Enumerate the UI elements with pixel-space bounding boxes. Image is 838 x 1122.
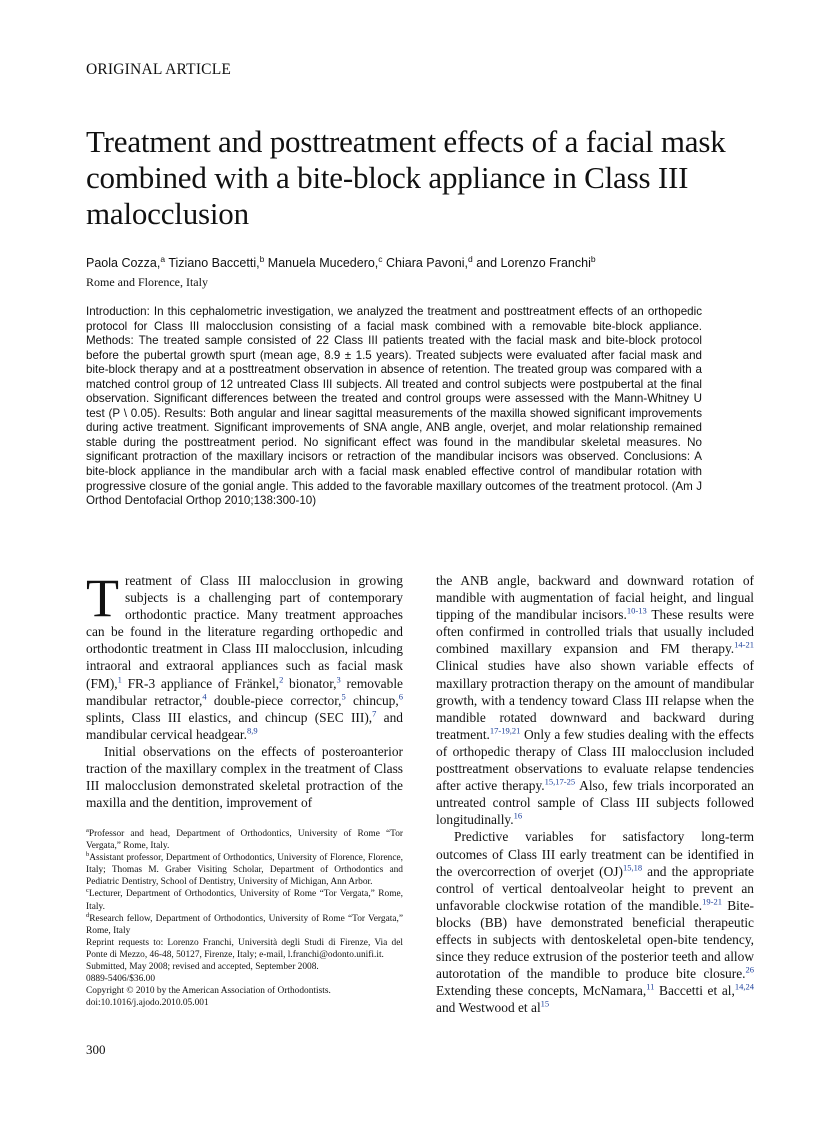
text-run: Bite-blocks (BB) have demonstrated beneficial therapeutic effects in subjects with dentoskeletal open-bite tendency, since they reduce extrusion of the posterior teeth and allow autorotation of the mandible to produce bite closure. <box>436 897 755 982</box>
footnote <box>86 852 403 888</box>
text-run: Only a few studies dealing with the effects of orthopedic therapy of Class III malocclusion included posttreatment observations to evaluate relapse tendencies after active therapy. <box>436 726 754 794</box>
author-name: Tiziano Baccetti, <box>165 256 260 270</box>
author-name: Manuela Mucedero, <box>264 256 379 270</box>
footnote <box>86 985 403 997</box>
citation-link[interactable]: 6 <box>398 691 403 702</box>
footnote-text: Submitted, May 2008; revised and accepted, September 2008. <box>86 962 319 973</box>
citation-link[interactable]: 2 <box>279 674 284 685</box>
text-run: Extending these concepts, McNamara, <box>436 983 647 999</box>
footnote-text: doi:10.1016/j.ajodo.2010.05.001 <box>86 998 209 1009</box>
body-column-left <box>86 568 403 811</box>
author-name: Chiara Pavoni, <box>382 256 468 270</box>
body-paragraph <box>86 568 403 743</box>
text-run: Initial observations on the effects of posteroanterior traction of the maxillary complex in the treatment of Class III malocclusion demonstrated skeletal protraction of the maxilla and the dentition, improvement of <box>86 743 403 811</box>
citation-link[interactable]: 17-19,21 <box>489 725 521 736</box>
author-name: and Lorenzo Franchi <box>472 256 591 270</box>
body-column-right <box>436 572 754 1016</box>
citation-link[interactable]: 3 <box>336 674 341 685</box>
citation-link[interactable]: 1 <box>117 674 122 685</box>
text-run: double-piece corrector, <box>206 692 342 708</box>
citation-link[interactable]: 11 <box>646 981 655 992</box>
text-run: and the appropriate control of vertical dentoalveolar height to prevent an unfavorable clockwise rotation of the mandible. <box>436 863 754 913</box>
affiliation-mark: b <box>590 253 596 264</box>
text-run: reatment of Class III malocclusion in growing subjects is a challenging part of contemporary orthodontic practice. Many treatment approaches can be found in the literature regarding orthopedic and orthodontic treatment in Class III malocclusion, inlcuding intraoral and extraoral appliances such as facial mask (FM), <box>86 573 403 691</box>
footnote-text: Copyright © 2010 by the American Association of Orthodontists. <box>86 986 331 997</box>
text-run: and mandibular cervical headgear. <box>86 709 403 742</box>
author-name: Paola Cozza, <box>86 256 161 270</box>
citation-link[interactable]: 15,17-25 <box>544 776 576 787</box>
author-list <box>86 255 766 271</box>
abstract: Introduction: In this cephalometric investigation, we analyzed the treatment and posttreatment effects of an orthopedic protocol for Class III malocclusion consisting of a facial mask combined with a removable bite-block appliance. Methods: The treated sample consisted of 22 Class III patients treated with the facial mask and bite-block protocol before the pubertal growth spurt (mean age, 8.9 ± 1.5 years). Treated subjects were evaluated after facial mask and bite-block therapy and at a posttreatment observation in absence of retention. The treated group was compared with a matched control group of 12 untreated Class III subjects. All treated and control subjects were postpubertal at the final observation. Significant differences between the treated and control groups were assessed with the Mann-Whitney U test (P \ 0.05). Results: Both angular and linear sagittal measurements of the maxilla showed significant improvements during active treatment. Significant improvements of SNA angle, ANB angle, overjet, and molar relationship remained stable during the posttreatment period. No significant effect was found in the mandibular skeletal measures. No significant protraction of the maxillary incisors or retraction of the mandibular incisors was observed. Conclusions: A bite-block appliance in the mandibular arch with a facial mask enabled effective control of mandibular rotation with progressive closure of the gonial angle. This added to the favorable maxillary outcomes of the treatment protocol. (Am J Orthod Dentofacial Orthop 2010;138:300-10) <box>86 305 702 508</box>
affiliation-mark: b <box>259 253 265 264</box>
footnote <box>86 961 403 973</box>
body-paragraph <box>86 743 403 811</box>
text-run: Predictive variables for satisfactory long-term outcomes of Class III early treatment can be identified in the overcorrection of overjet (OJ) <box>436 829 754 879</box>
citation-link[interactable]: 4 <box>202 691 207 702</box>
body-paragraph <box>436 572 754 828</box>
affiliation: Rome and Florence, Italy <box>86 275 208 289</box>
footnote <box>86 937 403 961</box>
text-run: chincup, <box>345 692 399 708</box>
drop-cap: T <box>86 568 119 628</box>
article-title: Treatment and posttreatment effects of a facial mask combined with a bite-block appliance in Class III malocclusion <box>86 124 726 231</box>
page-number: 300 <box>86 1042 106 1057</box>
footnote-mark: c <box>86 887 89 895</box>
affiliation-mark: c <box>378 253 383 264</box>
footnote-mark: a <box>86 826 89 834</box>
body-paragraph <box>436 828 754 1016</box>
text-run: Baccetti et al, <box>654 983 735 999</box>
section-label: ORIGINAL ARTICLE <box>86 61 232 78</box>
text-run: the ANB angle, backward and downward rotation of mandible with augmentation of facial height, and lingual tipping of the mandibular incisors. <box>436 573 754 623</box>
citation-link[interactable]: 8,9 <box>246 725 258 736</box>
footnote-mark: d <box>86 911 90 919</box>
affiliation-mark: d <box>468 253 473 264</box>
footnote <box>86 888 403 912</box>
footnote-text: Professor and head, Department of Orthodontics, University of Rome “Tor Vergata,” Rome, Italy. <box>86 829 403 852</box>
footnotes <box>86 828 403 1009</box>
footnote-text: Assistant professor, Department of Orthodontics, University of Florence, Florence, Italy; Thomas M. Graber Visiting Scholar, Department of Orthodontics and Pediatric Dentistry, School of Dentistry, University of Michigan, Ann Arbor. <box>86 853 403 888</box>
text-run: Also, few trials incorporated an untreated control sample of Class III subjects followed longitudinally. <box>436 778 754 828</box>
affiliation-mark: a <box>160 253 166 264</box>
footnote <box>86 973 403 985</box>
text-run: Clinical studies have also shown variable effects of maxillary protraction therapy on the amount of mandibular growth, with a tendency toward Class III relapse when the mandible rotated downward and backward during treatment. <box>436 658 754 742</box>
citation-link[interactable]: 14-21 <box>734 639 754 650</box>
citation-link[interactable]: 10-13 <box>626 605 647 616</box>
citation-link[interactable]: 26 <box>745 964 754 975</box>
footnote <box>86 913 403 937</box>
text-run: These results were often confirmed in controlled trials that usually included combined maxillary expansion and FM therapy. <box>436 607 754 657</box>
footnote-text: 0889-5406/$36.00 <box>86 974 156 985</box>
citation-link[interactable]: 19-21 <box>702 896 722 907</box>
citation-link[interactable]: 7 <box>372 708 377 719</box>
citation-link[interactable]: 14,24 <box>734 981 754 992</box>
citation-link[interactable]: 15,18 <box>622 862 643 873</box>
text-run: splints, Class III elastics, and chincup (SEC III), <box>86 709 373 725</box>
footnote-text: Research fellow, Department of Orthodontics, University of Rome “Tor Vergata,” Rome, Italy <box>86 913 403 936</box>
footnote <box>86 828 403 852</box>
text-run: bionator, <box>283 675 337 691</box>
text-run: removable mandibular retractor, <box>86 675 403 708</box>
text-run: and Westwood et al <box>436 1000 541 1016</box>
citation-link[interactable]: 16 <box>513 810 523 821</box>
footnote-text: Lecturer, Department of Orthodontics, University of Rome “Tor Vergata,” Rome, Italy. <box>86 889 403 912</box>
footnote <box>86 997 403 1009</box>
citation-link[interactable]: 15 <box>540 998 550 1009</box>
footnote-text: Reprint requests to: Lorenzo Franchi, Università degli Studi di Firenze, Via del Ponte di Mezzo, 46-48, 50127, Firenze, Italy; e-mail, l.franchi@odonto.unifi.it. <box>86 937 403 960</box>
citation-link[interactable]: 5 <box>341 691 346 702</box>
text-run: FR-3 appliance of Fränkel, <box>121 675 280 691</box>
footnote-mark: b <box>86 851 90 859</box>
